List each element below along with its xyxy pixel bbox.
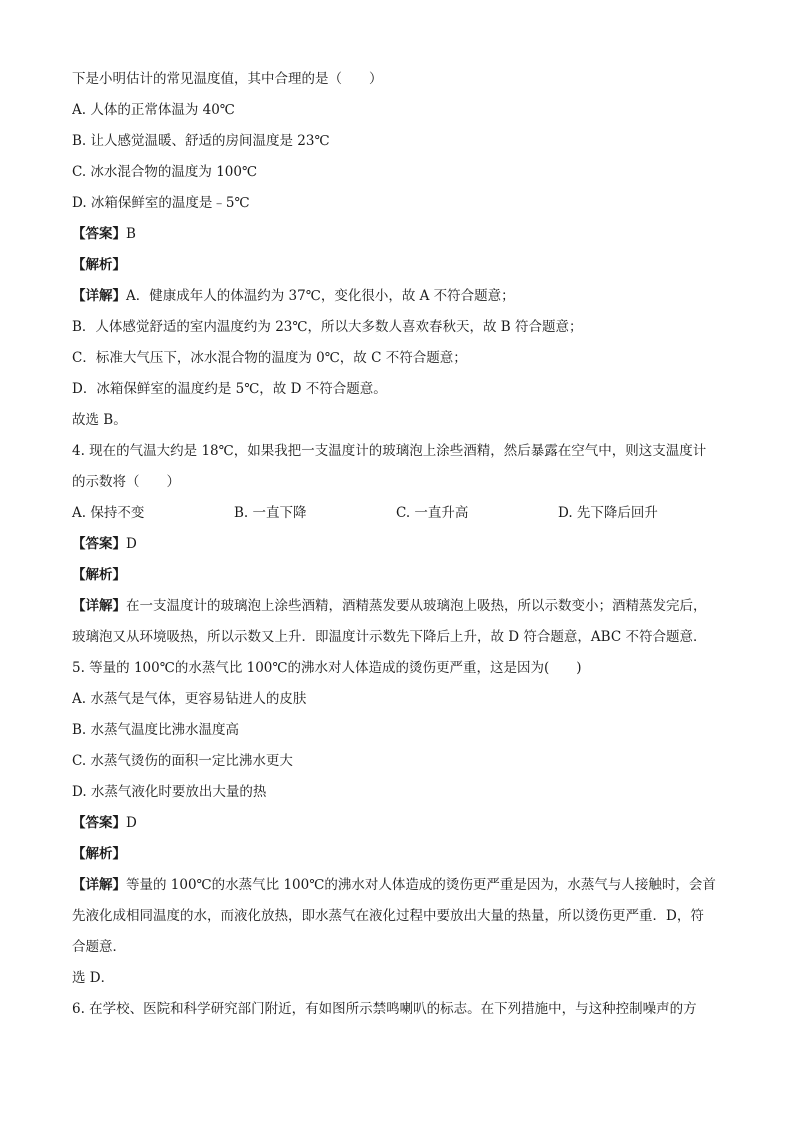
detail-text: 等量的 100℃的水蒸气比 100℃的沸水对人体造成的烫伤更严重是因为，水蒸气与人接触时，会首 xyxy=(126,877,716,893)
q5-option-c: C. 水蒸气烫伤的面积一定比沸水更大 xyxy=(72,753,293,769)
analysis-tag: 【解析】 xyxy=(72,567,126,583)
answer-tag: 【答案】 xyxy=(72,815,126,831)
q3-option-a: A. 人体的正常体温为 40℃ xyxy=(72,102,235,118)
detail-text: A．健康成年人的体温约为 37℃，变化很小，故 A 不符合题意； xyxy=(126,288,515,304)
q5-conclusion: 选 D． xyxy=(72,970,115,986)
q4-analysis xyxy=(72,560,732,591)
q5-detail-3: 合题意． xyxy=(72,939,126,955)
q4-answer xyxy=(72,529,732,560)
answer-tag: 【答案】 xyxy=(72,536,126,552)
q3-stem: 下是小明估计的常见温度值，其中合理的是（ ） xyxy=(72,71,383,87)
detail-tag: 【详解】 xyxy=(72,288,126,304)
analysis-tag: 【解析】 xyxy=(72,846,126,862)
answer-value: B xyxy=(126,226,136,242)
q3-detail-4: D．冰箱保鲜室的温度约是 5℃，故 D 不符合题意。 xyxy=(72,381,387,397)
answer-tag: 【答案】 xyxy=(72,226,126,242)
detail-text: 在一支温度计的玻璃泡上涂些酒精，酒精蒸发要从玻璃泡上吸热，所以示数变小；酒精蒸发完后， xyxy=(126,598,707,614)
q3-option-b: B. 让人感觉温暖、舒适的房间温度是 23℃ xyxy=(72,133,330,149)
q5-option-a: A. 水蒸气是气体，更容易钻进人的皮肤 xyxy=(72,691,307,707)
q3-option-d: D. 冰箱保鲜室的温度是﹣5℃ xyxy=(72,195,250,211)
q3-detail-2: B．人体感觉舒适的室内温度约为 23℃，所以大多数人喜欢春秋天，故 B 符合题意； xyxy=(72,319,583,335)
q5-detail-2: 先液化成相同温度的水，而液化放热，即水蒸气在液化过程中要放出大量的热量，所以烫伤更严重．D，符 xyxy=(72,908,704,924)
q3-option-c: C. 冰水混合物的温度为 100℃ xyxy=(72,164,258,180)
q4-detail-1 xyxy=(72,591,732,622)
detail-tag: 【详解】 xyxy=(72,877,126,893)
q5-option-d: D. 水蒸气液化时要放出大量的热 xyxy=(72,784,267,800)
q5-detail-1 xyxy=(72,870,732,901)
q3-answer xyxy=(72,219,732,250)
q3-detail-1 xyxy=(72,281,732,312)
q5-answer xyxy=(72,808,732,839)
q3-analysis xyxy=(72,250,732,281)
q5-stem: 5. 等量的 100℃的水蒸气比 100℃的沸水对人体造成的烫伤更严重，这是因为( ) xyxy=(72,660,582,676)
q4-option-a: A. 保持不变 xyxy=(72,505,145,521)
q4-stem-1: 4. 现在的气温大约是 18℃，如果我把一支温度计的玻璃泡上涂些酒精，然后暴露在空气中，则这支温度计 xyxy=(72,443,707,459)
analysis-tag: 【解析】 xyxy=(72,257,126,273)
q4-stem-2: 的示数将（ ） xyxy=(72,474,180,490)
q5-analysis xyxy=(72,839,732,870)
detail-tag: 【详解】 xyxy=(72,598,126,614)
q4-option-b: B. 一直下降 xyxy=(234,505,307,521)
q6-stem: 6. 在学校、医院和科学研究部门附近，有如图所示禁鸣喇叭的标志。在下列措施中，与这种控制噪声的方 xyxy=(72,1001,697,1017)
q4-option-c: C. 一直升高 xyxy=(396,505,469,521)
q4-detail-2: 玻璃泡又从环境吸热，所以示数又上升．即温度计示数先下降后上升，故 D 符合题意，ABC 不符合题意． xyxy=(72,629,707,645)
q5-option-b: B. 水蒸气温度比沸水温度高 xyxy=(72,722,240,738)
q4-options xyxy=(72,498,732,529)
q3-conclusion: 故选 B。 xyxy=(72,412,127,428)
answer-value: D xyxy=(126,536,137,552)
q4-option-d: D. 先下降后回升 xyxy=(558,505,658,521)
answer-value: D xyxy=(126,815,137,831)
document-page xyxy=(72,64,732,1025)
q3-detail-3: C．标准大气压下，冰水混合物的温度为 0℃，故 C 不符合题意； xyxy=(72,350,467,366)
